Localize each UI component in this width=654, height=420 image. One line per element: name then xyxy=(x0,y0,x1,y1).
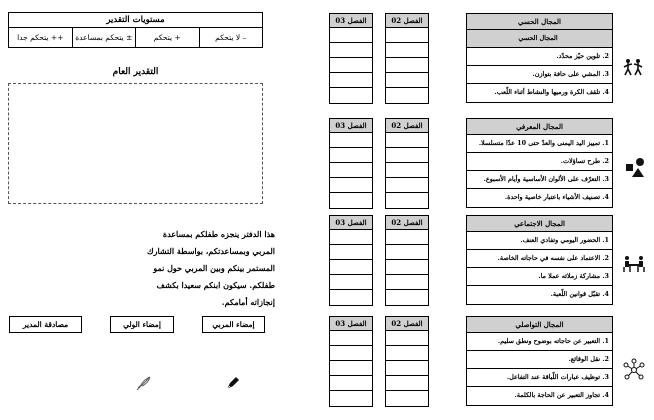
grade-cell[interactable] xyxy=(330,73,372,88)
domain-sensory-table xyxy=(466,13,613,103)
grade-cell[interactable] xyxy=(330,376,372,391)
term3-header: الفصل 03 xyxy=(330,216,372,230)
list-item: 3. التعرّف على الألوان الأساسية وأيام الأسبوع. xyxy=(467,171,612,189)
list-item: 3. المشي على حافة بتوازن. xyxy=(467,66,612,84)
grade-cell[interactable] xyxy=(386,391,428,406)
domain-title: المجال المعرفي xyxy=(467,119,612,135)
grade-cell[interactable] xyxy=(386,163,428,178)
grade-cell[interactable] xyxy=(386,346,428,361)
network-icon xyxy=(622,358,646,382)
grade-cell[interactable] xyxy=(330,193,372,208)
term2-header: الفصل 02 xyxy=(386,119,428,133)
grade-cell[interactable] xyxy=(330,331,372,346)
grade-cell[interactable] xyxy=(386,260,428,275)
grade-cell[interactable] xyxy=(330,361,372,376)
list-item: 4. تجاوز التعبير عن الحاجة بالكلمة. xyxy=(514,391,609,399)
level-not-mastered: لا يتحكم – xyxy=(199,28,263,48)
term3-header: الفصل 03 xyxy=(330,14,372,28)
list-item: 2. تلوين حيّز محدّد. xyxy=(467,48,612,66)
domain-title: المجال الحسي xyxy=(467,14,612,30)
grade-cell[interactable] xyxy=(386,148,428,163)
grade-cell[interactable] xyxy=(330,260,372,275)
domain-communication-table xyxy=(466,316,613,406)
grade-cell[interactable] xyxy=(330,290,372,305)
grade-cell[interactable] xyxy=(330,133,372,148)
general-assessment-title: التقدير العام xyxy=(112,67,159,77)
grade-cell[interactable] xyxy=(386,73,428,88)
grade-cell[interactable] xyxy=(330,275,372,290)
grade-cell[interactable] xyxy=(386,133,428,148)
grade-cell[interactable] xyxy=(386,88,428,103)
educator-signature-box[interactable]: إمضاء المربي xyxy=(202,316,265,333)
term3-column-social xyxy=(329,215,373,306)
domain-title: المجال التواصلي xyxy=(467,317,612,333)
grade-cell[interactable] xyxy=(330,178,372,193)
grade-cell[interactable] xyxy=(386,245,428,260)
term3-column-communication xyxy=(329,316,373,407)
term2-column-communication xyxy=(385,316,429,407)
level-very-mastered: يتحكم جدا ++ xyxy=(17,33,64,42)
term3-column-cognitive xyxy=(329,118,373,209)
list-item: 3. توظيف عبارات اللّباقة عند التفاعل. xyxy=(467,369,612,387)
levels-title: مستويات التقدير xyxy=(9,13,262,28)
general-assessment-box[interactable] xyxy=(8,83,263,204)
grade-cell[interactable] xyxy=(330,58,372,73)
level-with-help: يتحكم بمساعدة ± xyxy=(72,28,136,48)
list-item: 2. الاعتماد على نفسه في حاجاته الخاصة. xyxy=(467,250,612,268)
list-item: 2. نقل الوقائع. xyxy=(467,351,612,369)
grade-cell[interactable] xyxy=(386,178,428,193)
list-item: 1. التعبير عن حاجاته بوضوح ونطق سليم. xyxy=(467,333,612,351)
quill-outline-icon xyxy=(135,374,153,392)
domain-title: المجال الاجتماعي xyxy=(467,216,612,232)
grade-cell[interactable] xyxy=(386,58,428,73)
domain-social-table xyxy=(466,215,613,305)
grade-cell[interactable] xyxy=(386,361,428,376)
domain-cognitive-table xyxy=(466,118,613,208)
term2-column-social xyxy=(385,215,429,306)
guardian-signature-box[interactable]: إمضاء الولي xyxy=(110,316,174,333)
grade-cell[interactable] xyxy=(330,28,372,43)
list-item: 1. تمييز اليد اليمنى والعدّ حتى 10 عدّا متسلسلا. xyxy=(467,135,612,153)
term2-header: الفصل 02 xyxy=(386,317,428,331)
term3-header: الفصل 03 xyxy=(330,119,372,133)
grade-cell[interactable] xyxy=(386,193,428,208)
term2-column-cognitive xyxy=(385,118,429,209)
running-children-icon xyxy=(622,58,644,78)
grade-cell[interactable] xyxy=(386,331,428,346)
term3-column-sensory xyxy=(329,13,373,104)
list-item: 1. الحضور اليومي وتفادي العنف. xyxy=(467,232,612,250)
grade-cell[interactable] xyxy=(386,275,428,290)
intro-paragraph: هذا الدفتر ينجزه طفلكم بمساعدة المربي وبمساعدتكم، بواسطة التشارك المستمر بينكم وبين المربي حول نمو طفلكم. سيكون ابنكم سعيدا بكشف إنجازاته أمامكم. xyxy=(146,229,275,307)
term2-column-sensory xyxy=(385,13,429,104)
term3-header: الفصل 03 xyxy=(330,317,372,331)
grade-cell[interactable] xyxy=(330,43,372,58)
assessment-levels-table xyxy=(8,12,263,48)
grade-cell[interactable] xyxy=(330,88,372,103)
grade-cell[interactable] xyxy=(330,245,372,260)
grade-cell[interactable] xyxy=(330,163,372,178)
list-item: المجال الحسي xyxy=(467,30,612,48)
grade-cell[interactable] xyxy=(386,43,428,58)
grade-cell[interactable] xyxy=(386,376,428,391)
grade-cell[interactable] xyxy=(386,290,428,305)
levels-row xyxy=(9,28,262,48)
level-mastered: يتحكم + xyxy=(135,28,199,48)
grade-cell[interactable] xyxy=(330,391,372,406)
list-item: 4. تقبّل قوانين اللّعبة. xyxy=(550,290,609,298)
grade-cell[interactable] xyxy=(386,230,428,245)
grade-cell[interactable] xyxy=(330,230,372,245)
grade-cell[interactable] xyxy=(330,148,372,163)
list-item: 4. تلقف الكرة ورميها والنشاط أثناء اللّعب. xyxy=(494,88,609,96)
pen-nib-icon xyxy=(224,374,242,392)
children-at-table-icon xyxy=(622,254,646,274)
term2-header: الفصل 02 xyxy=(386,216,428,230)
list-item: 4. تصنيف الأشياء باعتبار خاصية واحدة. xyxy=(504,193,609,201)
shapes-icon xyxy=(624,156,646,178)
grade-cell[interactable] xyxy=(386,28,428,43)
grade-cell[interactable] xyxy=(330,346,372,361)
list-item: 2. طرح تساؤلات. xyxy=(467,153,612,171)
term2-header: الفصل 02 xyxy=(386,14,428,28)
director-approval-box[interactable]: مصادقة المدير xyxy=(9,316,82,333)
list-item: 3. مشاركة زملائه عملا ما. xyxy=(467,268,612,286)
